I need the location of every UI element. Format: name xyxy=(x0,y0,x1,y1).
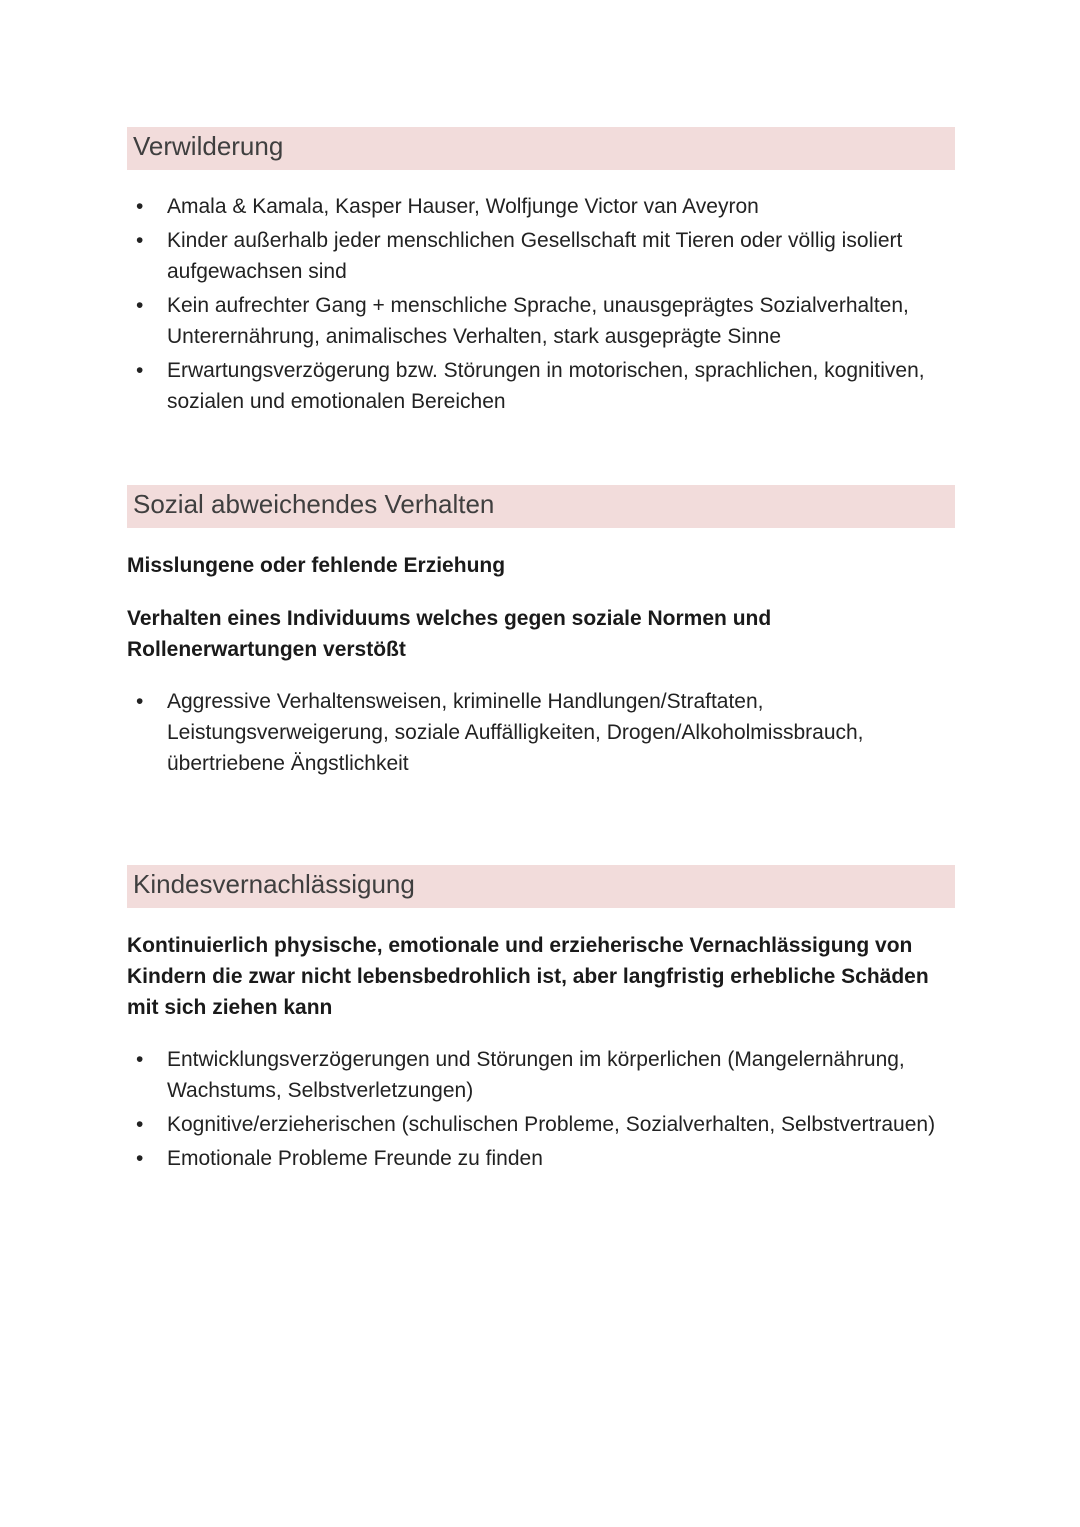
list-item: • Aggressive Verhaltensweisen, kriminelle Handlungen/Straftaten, Leistungsverweigerung, soziale Auffälligkeiten, Drogen/Alkoholmissbrauch, übertriebene Ängstlichkeit xyxy=(167,686,955,779)
section-heading-kindesvernachlaessigung: Kindesvernachlässigung xyxy=(127,865,955,908)
list-item: • Kognitive/erzieherischen (schulischen Probleme, Sozialverhalten, Selbstvertrauen) xyxy=(167,1109,955,1140)
bold-paragraph: Verhalten eines Individuums welches gegen soziale Normen und Rollenerwartungen verstößt xyxy=(127,606,772,661)
bold-paragraph: Misslungene oder fehlende Erziehung xyxy=(127,553,506,577)
list-item: • Kinder außerhalb jeder menschlichen Gesellschaft mit Tieren oder völlig isoliert aufgewachsen sind xyxy=(167,225,955,287)
list-item: • Emotionale Probleme Freunde zu finden xyxy=(167,1143,955,1174)
bullet-list xyxy=(127,191,955,417)
list-item: • Amala & Kamala, Kasper Hauser, Wolfjunge Victor van Aveyron xyxy=(167,191,955,222)
section-heading-verwilderung: Verwilderung xyxy=(127,127,955,170)
list-item: • Kein aufrechter Gang + menschliche Sprache, unausgeprägtes Sozialverhalten, Unterernährung, animalisches Verhalten, stark ausgeprägte Sinne xyxy=(167,290,955,352)
section-verwilderung xyxy=(127,127,955,417)
bold-paragraph: Kontinuierlich physische, emotionale und erzieherische Vernachlässigung von Kindern die zwar nicht lebensbedrohlich ist, aber langfristig erhebliche Schäden mit sich ziehen kann xyxy=(127,933,929,1019)
list-item: • Entwicklungsverzögerungen und Störungen im körperlichen (Mangelernährung, Wachstums, Selbstverletzungen) xyxy=(167,1044,955,1106)
bullet-list xyxy=(127,1044,955,1174)
section-kindesvernachlaessigung xyxy=(127,865,955,1174)
list-item: • Erwartungsverzögerung bzw. Störungen in motorischen, sprachlichen, kognitiven, sozialen und emotionalen Bereichen xyxy=(167,355,955,417)
bullet-list xyxy=(127,686,955,779)
section-sozial-abweichendes-verhalten xyxy=(127,485,955,779)
section-heading-sozial-abweichendes-verhalten: Sozial abweichendes Verhalten xyxy=(127,485,955,528)
